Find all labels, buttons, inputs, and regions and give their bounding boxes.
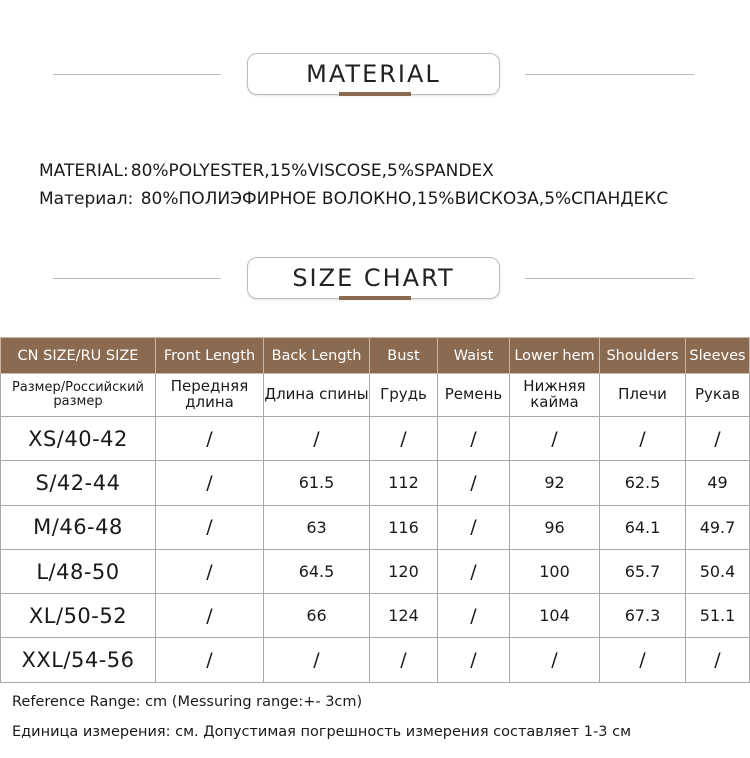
measurement-cell: 120 [370, 549, 438, 593]
size-cell: XL/50-52 [1, 594, 156, 638]
measurement-cell: 67.3 [600, 594, 686, 638]
material-section-header [0, 53, 750, 97]
header-cell: Ремень [438, 374, 510, 417]
size-chart-title-box [247, 257, 500, 299]
measurement-cell: 64.5 [264, 549, 370, 593]
material-title: MATERIAL [306, 60, 441, 88]
measurement-cell: 96 [510, 505, 600, 549]
material-label-ru: Материал: [39, 189, 134, 209]
measurement-cell: 104 [510, 594, 600, 638]
size-cell: XS/40-42 [1, 417, 156, 461]
measurement-cell: / [510, 638, 600, 682]
size-chart-section-header [0, 257, 750, 301]
measurement-cell: 64.1 [600, 505, 686, 549]
measurement-cell: 124 [370, 594, 438, 638]
measurement-cell: / [370, 417, 438, 461]
header-cell: Waist [438, 338, 510, 374]
measurement-cell: / [264, 417, 370, 461]
material-value-en: 80%POLYESTER,15%VISCOSE,5%SPANDEX [130, 161, 494, 181]
header-cell: Нижняя кайма [510, 374, 600, 417]
table-row [1, 505, 750, 549]
header-cell: Bust [370, 338, 438, 374]
header-cell: Размер/Российский размер [1, 374, 156, 417]
header-cell: Sleeves [686, 338, 750, 374]
header-cell: CN SIZE/RU SIZE [1, 338, 156, 374]
accent-underline [339, 92, 411, 96]
measurement-cell: / [438, 505, 510, 549]
header-cell: Длина спины [264, 374, 370, 417]
measurement-cell: 49 [686, 461, 750, 505]
measurement-cell: 112 [370, 461, 438, 505]
measurement-cell: / [686, 417, 750, 461]
measurement-cell: / [156, 549, 264, 593]
size-cell: L/48-50 [1, 549, 156, 593]
header-cell: Передняя длина [156, 374, 264, 417]
measurement-cell: 92 [510, 461, 600, 505]
measurement-cell: / [438, 549, 510, 593]
measurement-cell: / [156, 417, 264, 461]
reference-note-english: Reference Range: cm (Messuring range:+- 3cm) [12, 694, 363, 710]
size-cell: XXL/54-56 [1, 638, 156, 682]
measurement-cell: / [438, 417, 510, 461]
table-row [1, 549, 750, 593]
measurement-cell: / [600, 417, 686, 461]
measurement-cell: / [686, 638, 750, 682]
size-cell: M/46-48 [1, 505, 156, 549]
measurement-cell: / [264, 638, 370, 682]
table-row [1, 461, 750, 505]
divider-right [525, 278, 694, 279]
header-cell: Front Length [156, 338, 264, 374]
measurement-cell: / [156, 638, 264, 682]
divider-left [53, 278, 221, 279]
measurement-cell: 61.5 [264, 461, 370, 505]
measurement-cell: / [438, 594, 510, 638]
measurement-cell: 63 [264, 505, 370, 549]
measurement-cell: / [600, 638, 686, 682]
size-chart-table [0, 337, 750, 683]
header-row-english [1, 338, 750, 374]
material-title-box [247, 53, 500, 95]
material-english [39, 161, 494, 181]
measurement-cell: 62.5 [600, 461, 686, 505]
header-cell: Back Length [264, 338, 370, 374]
divider-left [53, 74, 221, 75]
header-cell: Lower hem [510, 338, 600, 374]
header-cell: Рукав [686, 374, 750, 417]
material-russian [39, 189, 668, 209]
table-row [1, 638, 750, 682]
measurement-cell: / [510, 417, 600, 461]
accent-underline [339, 296, 411, 300]
header-cell: Грудь [370, 374, 438, 417]
size-chart-title: SIZE CHART [292, 264, 455, 292]
measurement-cell: 66 [264, 594, 370, 638]
measurement-cell: / [438, 638, 510, 682]
divider-right [525, 74, 694, 75]
measurement-cell: / [156, 461, 264, 505]
material-value-ru: 80%ПОЛИЭФИРНОЕ ВОЛОКНО,15%ВИСКОЗА,5%СПАНДЕКС [140, 189, 669, 209]
measurement-cell: / [156, 594, 264, 638]
header-cell: Shoulders [600, 338, 686, 374]
measurement-cell: / [370, 638, 438, 682]
measurement-cell: 65.7 [600, 549, 686, 593]
table-row [1, 594, 750, 638]
measurement-cell: 100 [510, 549, 600, 593]
measurement-cell: / [156, 505, 264, 549]
header-cell: Плечи [600, 374, 686, 417]
measurement-cell: 49.7 [686, 505, 750, 549]
measurement-cell: / [438, 461, 510, 505]
measurement-cell: 50.4 [686, 549, 750, 593]
size-cell: S/42-44 [1, 461, 156, 505]
table-row [1, 417, 750, 461]
reference-note-russian: Единица измерения: см. Допустимая погрешность измерения составляет 1-3 см [12, 724, 632, 740]
header-row-russian [1, 374, 750, 417]
measurement-cell: 51.1 [686, 594, 750, 638]
measurement-cell: 116 [370, 505, 438, 549]
material-label-en: MATERIAL: [39, 161, 129, 181]
